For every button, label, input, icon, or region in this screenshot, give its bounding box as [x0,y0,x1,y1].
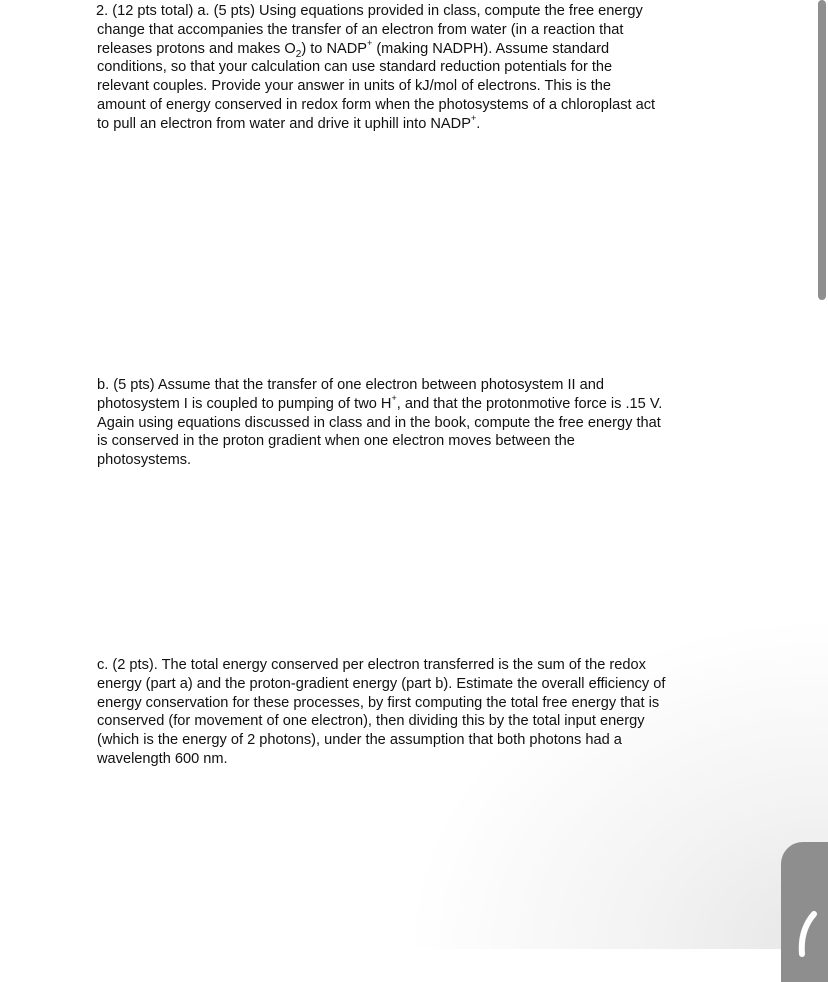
question-2c-line: energy (part a) and the proton-gradient energy (part b). Estimate the overall efficiency of [97,675,666,692]
question-2a-line: change that accompanies the transfer of an electron from water (in a reaction that [97,21,624,38]
question-2a-line: 2. (12 pts total) a. (5 pts) Using equations provided in class, compute the free energy [96,3,643,19]
vertical-scrollbar[interactable] [818,0,826,300]
text-fragment: photosystem I is coupled to pumping of two H [97,395,392,412]
question-2c-line: conserved (for movement of one electron), then dividing this by the total input energy [97,713,645,730]
question-2c [97,656,737,769]
subscript: 2 [295,48,302,60]
question-2b-line: is conserved in the proton gradient when one electron moves between the [97,433,575,450]
question-2a [97,2,737,134]
question-2b-line [97,392,737,414]
question-2a-line: amount of energy conserved in redox form when the photosystems of a chloroplast act [97,96,656,113]
question-2c-line: (which is the energy of 2 photons), under the assumption that both photons had a [97,732,622,749]
chevron-left-icon[interactable] [796,906,818,966]
question-2c-line: wavelength 600 nm. [97,750,228,767]
question-2b-line: Again using equations discussed in class and in the book, compute the free energy that [97,414,661,431]
question-2c-line: energy conservation for these processes, by first computing the total free energy that is [97,694,660,711]
superscript: + [470,112,477,123]
text-fragment: to pull an electron from water and drive it uphill into NADP [97,115,471,132]
question-2c-line: c. (2 pts). The total energy conserved per electron transferred is the sum of the redox [97,657,646,673]
question-2a-line: relevant couples. Provide your answer in units of kJ/mol of electrons. This is the [97,78,611,95]
superscript: + [391,392,397,403]
text-fragment: . [476,115,481,132]
question-2a-line [97,37,737,60]
text-fragment: releases protons and makes O [97,40,296,57]
text-fragment: ) to NADP [301,40,367,57]
question-2b [97,376,737,470]
question-2b-line: photosystems. [97,452,192,469]
question-2a-line [97,112,737,134]
question-2b-line: b. (5 pts) Assume that the transfer of one electron between photosystem II and [97,377,605,393]
text-fragment: (making NADPH). Assume standard [372,40,610,57]
question-2a-line: conditions, so that your calculation can use standard reduction potentials for the [97,59,613,76]
superscript: + [367,37,373,48]
text-fragment: , and that the protonmotive force is .15 V. [396,395,663,412]
